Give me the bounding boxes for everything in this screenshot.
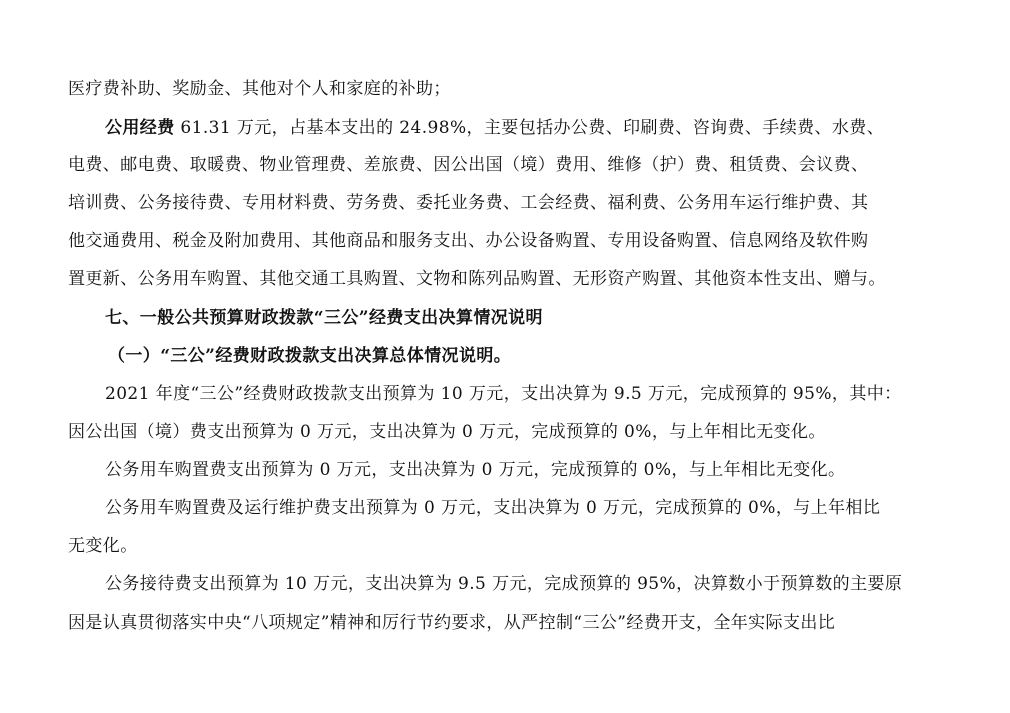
text-line: 公务接待费支出预算为 10 万元，支出决算为 9.5 万元，完成预算的 95%，决算数小于预算数的主要原: [105, 574, 903, 594]
section-heading: 七、一般公共预算财政拨款“三公”经费支出决算情况说明: [105, 308, 543, 328]
text-line: 他交通费用、税金及附加费用、其他商品和服务支出、办公设备购置、专用设备购置、信息网络及软件购: [68, 231, 869, 251]
text-line: 电费、邮电费、取暖费、物业管理费、差旅费、因公出国（境）费用、维修（护）费、租赁费、会议费、: [68, 155, 869, 175]
text-line: [105, 116, 884, 140]
subsection-heading: （一）“三公”经费财政拨款支出决算总体情况说明。: [108, 346, 512, 366]
text-run: 61.31 万元，占基本支出的 24.98%，主要包括办公费、印刷费、咨询费、手续费、水费、: [174, 118, 885, 138]
text-line: 因是认真贯彻落实中央“八项规定”精神和厉行节约要求，从严控制“三公”经费开支，全年实际支出比: [68, 613, 836, 633]
text-line: 无变化。: [68, 536, 138, 556]
text-line: 公务用车购置费支出预算为 0 万元，支出决算为 0 万元，完成预算的 0%，与上年相比无变化。: [105, 460, 846, 480]
text-line: 公务用车购置费及运行维护费支出预算为 0 万元，支出决算为 0 万元，完成预算的 0%，与上年相比: [105, 498, 881, 518]
text-line: 置更新、公务用车购置、其他交通工具购置、文物和陈列品购置、无形资产购置、其他资本性支出、赠与。: [68, 269, 886, 289]
text-line: 培训费、公务接待费、专用材料费、劳务费、委托业务费、工会经费、福利费、公务用车运行维护费、其: [68, 193, 869, 213]
text-line: 2021 年度“三公”经费财政拨款支出预算为 10 万元，支出决算为 9.5 万元，完成预算的 95%，其中：: [105, 384, 902, 404]
text-line: 因公出国（境）费支出预算为 0 万元，支出决算为 0 万元，完成预算的 0%，与上年相比无变化。: [68, 422, 826, 442]
term-public-expense: 公用经费: [105, 118, 175, 138]
text-line: 医疗费补助、奖励金、其他对个人和家庭的补助；: [68, 79, 451, 99]
